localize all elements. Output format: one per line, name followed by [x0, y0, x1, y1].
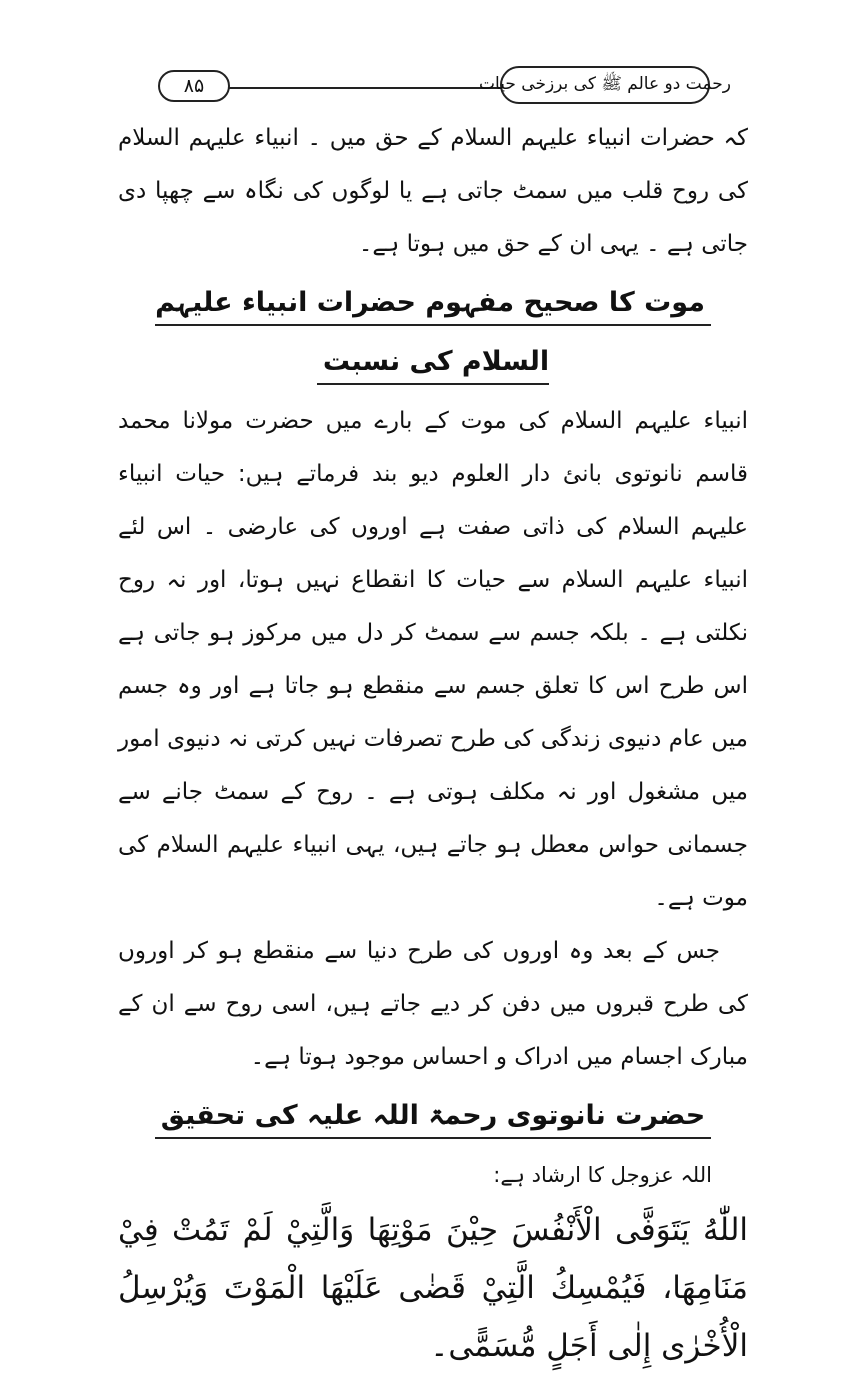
- running-book-title: رحمت دو عالم ﷺ کی برزخی حیات: [500, 66, 710, 104]
- page-header: [158, 66, 731, 106]
- page-number: ۸۵: [158, 70, 230, 102]
- section-heading-text: موت کا صحیح مفہوم حضرات انبیاء علیہم السلام کی نسبت: [155, 287, 711, 385]
- section-heading-text: حضرت نانوتوی رحمۃ اللہ علیہ کی تحقیق: [155, 1100, 711, 1139]
- section-heading-nanotvi-research: [118, 1088, 748, 1147]
- page-body: [118, 112, 748, 1375]
- section-heading-death-meaning: [118, 275, 748, 393]
- quran-verse: اللّٰهُ يَتَوَفَّى الْأَنْفُسَ حِيْنَ مَوْتِهَا وَالَّتِيْ لَمْ تَمُتْ فِيْ مَنَامِهَا، فَيُمْسِكُ الَّتِيْ قَضٰى عَلَيْهَا الْمَوْتَ وَيُرْسِلُ الْأُخْرٰى إِلٰى أَجَلٍ مُّسَمًّى۔: [118, 1212, 748, 1364]
- paragraph-nanotvi-quote: انبیاء علیہم السلام کی موت کے بارے میں حضرت مولانا محمد قاسم نانوتوی بانئ دار العلوم دیو بند فرماتے ہیں: حیات انبیاء علیہم السلام کی ذاتی صفت ہے اوروں کی عارضی ۔ اس لئے انبیاء علیہم السلام سے حیات کا انقطاع نہیں ہوتا، اور نہ روح نکلتی ہے ۔ بلکہ جسم سے سمٹ کر دل میں مرکوز ہو جاتی ہے اس طرح اس کا تعلق جسم سے منقطع ہو جاتا ہے اور وہ جسم میں عام دنیوی زندگی کی طرح تصرفات نہیں کرتی نہ دنیوی امور میں مشغول اور نہ مکلف ہوتی ہے ۔ روح کے سمٹ جانے سے جسمانی حواس معطل ہو جاتے ہیں، یہی انبیاء علیہم السلام کی موت ہے۔: [118, 408, 748, 911]
- paragraph-continuation: کہ حضرات انبیاء علیہم السلام کے حق میں ۔ انبیاء علیہم السلام کی روح قلب میں سمٹ جاتی ہے یا لوگوں کی نگاہ سے چھپا دی جاتی ہے ۔ یہی ان کے حق میں ہوتا ہے۔: [118, 125, 748, 257]
- header-rule: [228, 87, 510, 89]
- paragraph-burial: جس کے بعد وہ اوروں کی طرح دنیا سے منقطع ہو کر اوروں کی طرح قبروں میں دفن کر دیے جاتے ہیں، اسی روح سے ان کے مبارک اجسام میں ادراک و احساس موجود ہوتا ہے۔: [118, 938, 748, 1070]
- verse-intro: اللہ عزوجل کا ارشاد ہے:: [493, 1163, 712, 1187]
